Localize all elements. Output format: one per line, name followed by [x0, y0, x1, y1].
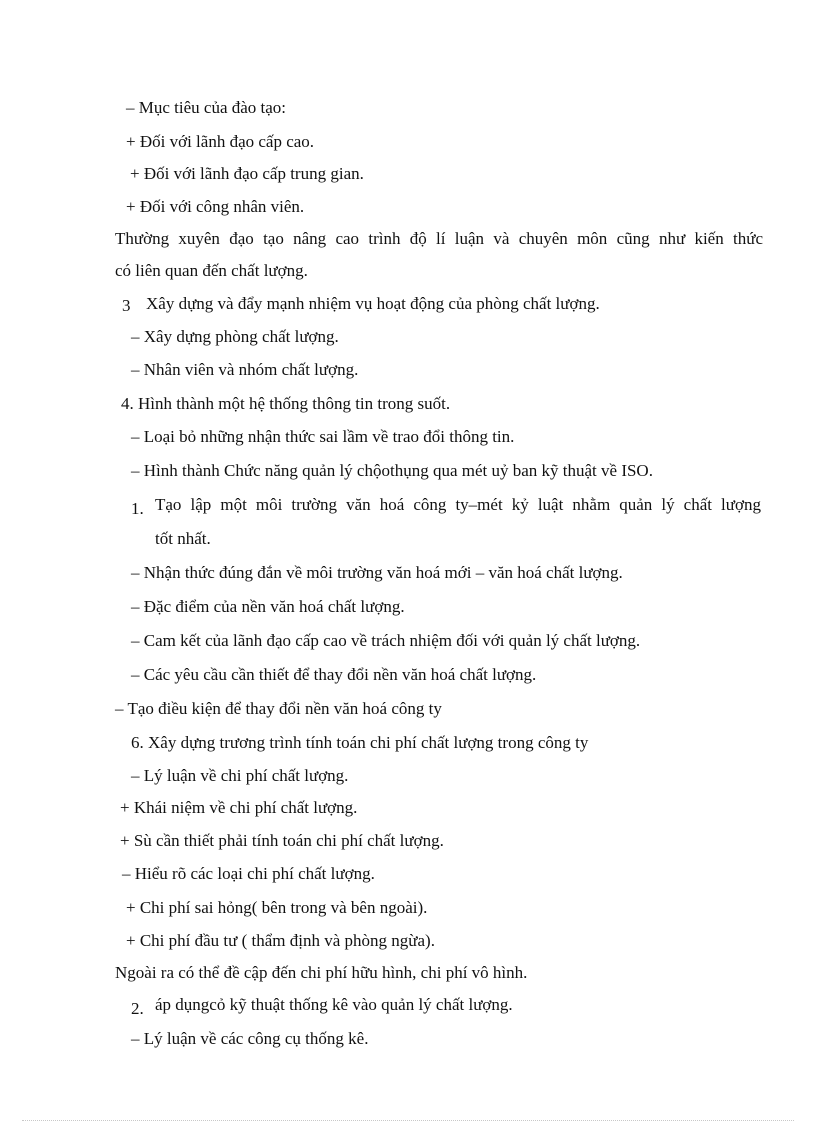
- text-line: – Cam kết của lãnh đạo cấp cao về trách nhiệm đối với quản lý chất lượng.: [131, 631, 641, 650]
- page-bottom-divider: [22, 1120, 794, 1121]
- text-line: + Khái niệm về chi phí chất lượng.: [120, 798, 358, 817]
- text-line: – Lý luận về chi phí chất lượng.: [131, 766, 349, 785]
- text-line: – Xây dựng phòng chất lượng.: [131, 327, 339, 346]
- text-line: – Mục tiêu của đào tạo:: [126, 98, 287, 117]
- text-line: Ngoài ra có thể đề cập đến chi phí hữu hình, chi phí vô hình.: [115, 963, 528, 982]
- text-line: tốt nhất.: [155, 529, 211, 548]
- text-line: + Chi phí đầu tư ( thẩm định và phòng ngừa).: [126, 931, 435, 950]
- text-line: – Loại bỏ những nhận thức sai lầm về trao đổi thông tin.: [131, 427, 515, 446]
- list-number: 2.: [131, 999, 144, 1018]
- text-line: 6. Xây dựng trương trình tính toán chi phí chất lượng trong công ty: [131, 733, 589, 752]
- text-line: – Hiểu rõ các loại chi phí chất lượng.: [122, 864, 375, 883]
- text-line: – Nhận thức đúng đắn về môi trường văn hoá mới – văn hoá chất lượng.: [131, 563, 623, 582]
- text-line: – Các yêu cầu cần thiết để thay đổi nền văn hoá chất lượng.: [131, 665, 537, 684]
- text-line: + Chi phí sai hỏng( bên trong và bên ngoài).: [126, 898, 428, 917]
- text-line: Xây dựng và đẩy mạnh nhiệm vụ hoạt động của phòng chất lượng.: [146, 294, 600, 313]
- list-number: 1.: [131, 499, 144, 518]
- text-line: + Đối với công nhân viên.: [126, 197, 305, 216]
- text-line: áp dụngcỏ kỹ thuật thống kê vào quản lý chất lượng.: [155, 995, 513, 1014]
- text-line: – Lý luận về các công cụ thống kê.: [131, 1029, 369, 1048]
- text-line: – Đặc điểm của nền văn hoá chất lượng.: [131, 597, 405, 616]
- text-line: + Sù cần thiết phải tính toán chi phí chất lượng.: [120, 831, 444, 850]
- text-line: – Tạo điều kiện để thay đổi nền văn hoá công ty: [115, 699, 442, 718]
- text-line: có liên quan đến chất lượng.: [115, 261, 308, 280]
- text-line: 4. Hình thành một hệ thống thông tin trong suốt.: [121, 394, 451, 413]
- text-line: Tạo lập một môi trường văn hoá công ty–mét kỷ luật nhằm quản lý chất lượng: [155, 495, 761, 514]
- text-line: – Hình thành Chức năng quản lý chộothụng qua mét uỷ ban kỹ thuật về ISO.: [131, 461, 653, 480]
- text-line: + Đối với lãnh đạo cấp cao.: [126, 132, 315, 151]
- text-line: – Nhân viên và nhóm chất lượng.: [131, 360, 359, 379]
- list-number: 3: [122, 296, 131, 315]
- text-line: Thường xuyên đạo tạo nâng cao trình độ lí luận và chuyên môn cũng như kiến thức: [115, 229, 763, 248]
- text-line: + Đối với lãnh đạo cấp trung gian.: [130, 164, 364, 183]
